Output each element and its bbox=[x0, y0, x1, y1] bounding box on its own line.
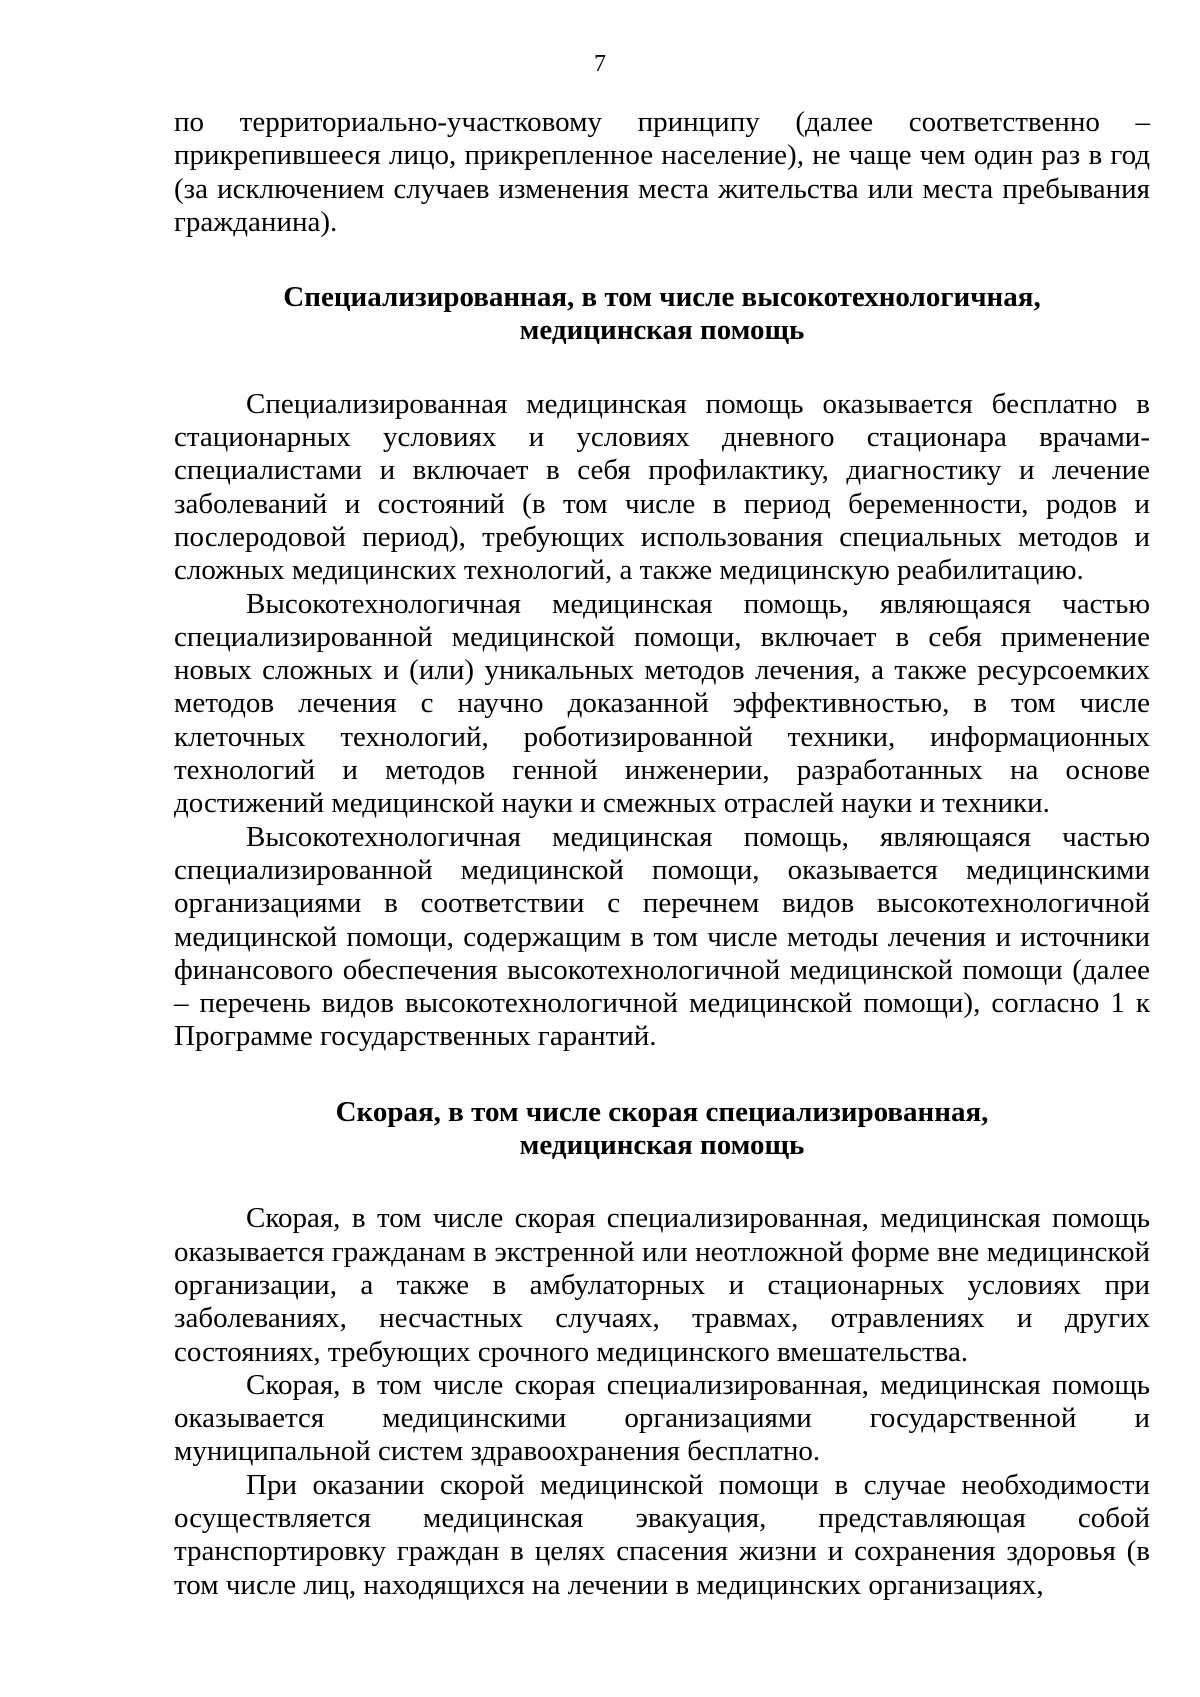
paragraph: Высокотехнологичная медицинская помощь, являющаяся частью специализированной медицинской помощи, оказывается медицинскими организациями в соответствии с перечнем видов высокотехнологичной медицинской помощи, содержащим в том числе методы лечения и источники финансового обеспечения высокотехнологичной медицинской помощи (далее – перечень видов высокотехнологичной медицинской помощи), согласно 1 к Программе государственных гарантий. bbox=[174, 820, 1150, 1053]
paragraph: Скорая, в том числе скорая специализированная, медицинская помощь оказывается медицинскими организациями государственной и муниципальной систем здравоохранения бесплатно. bbox=[174, 1368, 1150, 1468]
heading-line: Скорая, в том числе скорая специализированная, bbox=[335, 1095, 989, 1128]
spacer bbox=[174, 1054, 1150, 1096]
section-heading-specialized-care bbox=[174, 281, 1150, 348]
paragraph: Специализированная медицинская помощь оказывается бесплатно в стационарных условиях и условиях дневного стационара врачами-специалистами и включает в себя профилактику, диагностику и лечение заболеваний и состояний (в том числе в период беременности, родов и послеродовой период), требующих использования специальных методов и сложных медицинских технологий, а также медицинскую реабилитацию. bbox=[174, 387, 1150, 587]
heading-line: медицинская помощь bbox=[519, 314, 805, 347]
document-body bbox=[174, 106, 1150, 1602]
spacer bbox=[174, 1162, 1150, 1202]
paragraph: При оказании скорой медицинской помощи в случае необходимости осуществляется медицинская эвакуация, представляющая собой транспортировку граждан в целях спасения жизни и сохранения здоровья (в том числе лиц, находящихся на лечении в медицинских организациях, bbox=[174, 1468, 1150, 1601]
page-number: 7 bbox=[594, 51, 606, 77]
paragraph: Высокотехнологичная медицинская помощь, являющаяся частью специализированной медицинской помощи, включает в себя применение новых сложных и (или) уникальных методов лечения, а также ресурсоемких методов лечения с научно доказанной эффективностью, в том числе клеточных технологий, роботизированной техники, информационных технологий и методов генной инженерии, разработанных на основе достижений медицинской науки и смежных отраслей науки и техники. bbox=[174, 587, 1150, 820]
heading-line: медицинская помощь bbox=[519, 1129, 805, 1162]
spacer bbox=[174, 239, 1150, 281]
spacer bbox=[174, 348, 1150, 388]
section-heading-emergency-care bbox=[174, 1096, 1150, 1163]
heading-line: Специализированная, в том числе высокотехнологичная, bbox=[283, 281, 1041, 314]
paragraph-continuation: по территориально-участковому принципу (далее соответственно – прикрепившееся лицо, прикрепленное население), не чаще чем один раз в год (за исключением случаев изменения места жительства или места пребывания гражданина). bbox=[174, 106, 1150, 238]
paragraph: Скорая, в том числе скорая специализированная, медицинская помощь оказывается гражданам в экстренной или неотложной форме вне медицинской организации, а также в амбулаторных и стационарных условиях при заболеваниях, несчастных случаях, травмах, отравлениях и других состояниях, требующих срочного медицинского вмешательства. bbox=[174, 1202, 1150, 1368]
